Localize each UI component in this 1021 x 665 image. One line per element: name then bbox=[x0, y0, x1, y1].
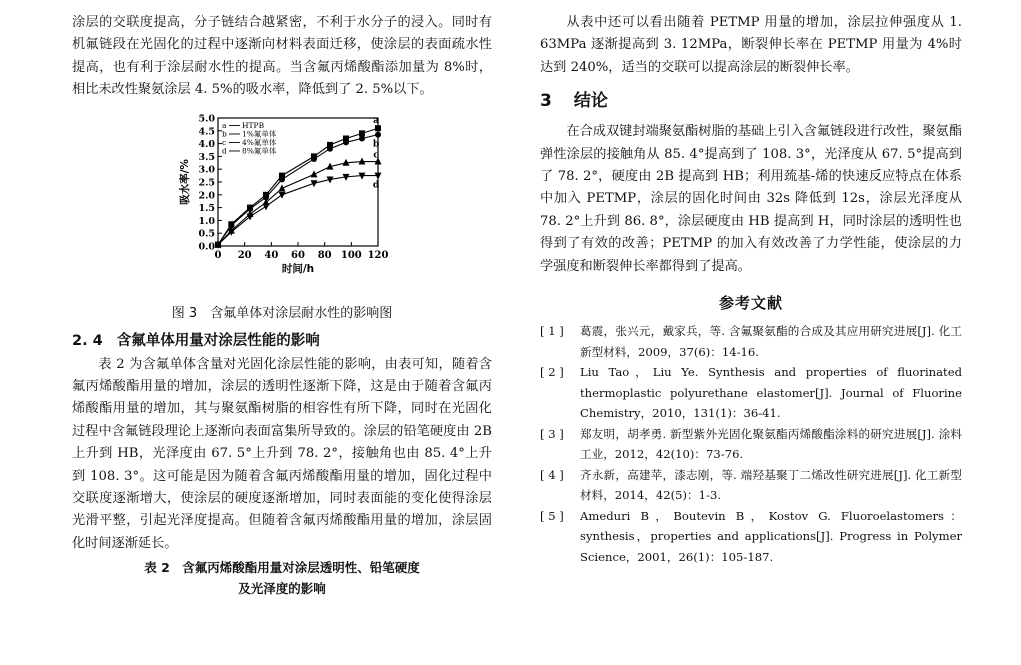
legend-tag: c bbox=[222, 137, 227, 147]
y-tick-label: 1.5 bbox=[198, 202, 215, 214]
series-end-tag: d bbox=[372, 180, 380, 191]
legend-label: HTPB bbox=[242, 120, 265, 130]
reference-item bbox=[540, 465, 962, 506]
table-caption-line1: 表 2 含氟丙烯酸酯用量对涂层透明性、铅笔硬度 bbox=[144, 560, 420, 576]
y-tick-label: 4.5 bbox=[198, 125, 215, 137]
reference-text: 郑友明，胡孝勇. 新型紫外光固化聚氨酯丙烯酸酯涂料的研究进展[J]. 涂料工业，2012，42(10)：73-76. bbox=[580, 426, 962, 462]
right-column bbox=[540, 12, 962, 567]
paragraph-petmp: 从表中还可以看出随着 PETMP 用量的增加，涂层拉伸强度从 1. 63MPa 逐渐提高到 3. 12MPa，断裂伸长率在 PETMP 用量为 4%时达到 240%，适当的交联可以提高涂层的断裂伸长率。 bbox=[540, 15, 962, 75]
section-title: 结论 bbox=[573, 91, 608, 112]
data-point bbox=[359, 135, 365, 141]
section-number: 2. 4 bbox=[72, 332, 103, 349]
reference-item bbox=[540, 506, 962, 568]
reference-text: Ameduri B，Boutevin B，Kostov G. Fluoroelastomers：synthesis，properties and applications[J]. Progress in Polymer Science，2001，26(1)：105-187. bbox=[580, 508, 962, 564]
x-axis-label: 时间/h bbox=[281, 262, 315, 275]
data-point bbox=[263, 203, 270, 210]
y-tick-label: 0.5 bbox=[198, 228, 215, 240]
table-caption-line2: 及光泽度的影响 bbox=[238, 581, 326, 597]
data-point bbox=[359, 130, 365, 136]
reference-item bbox=[540, 424, 962, 465]
reference-item bbox=[540, 321, 962, 362]
y-tick-label: 3.5 bbox=[198, 151, 215, 163]
paragraph-fluoro-dosage: 表 2 为含氟单体含量对光固化涂层性能的影响，由表可知，随着含氟丙烯酸酯用量的增加，涂层的透明性逐渐下降，这是由于随着含氟丙烯酸酯用量的增加，其与聚氨酯树脂的相容性有所下降，同时在光固化过程中含氟链段理论上逐渐向表面富集所导致的。涂层的铅笔硬度由 2B 上升到 HB，光泽度由 67. 5°上升到 78. 2°，接触角也由 85. 4°上升到 108. 3°。这可能是因为随着含氟丙烯酸酯用量的增加，固化过程中交联度逐渐增大，使涂层的硬度逐渐增加，同时表面能的变化使得涂层光滑平整，引起光泽度提高。但随着含氟丙烯酸酯用量的增加，涂层固化时间逐渐延长。 bbox=[72, 356, 492, 551]
x-tick-label: 120 bbox=[367, 249, 389, 261]
y-tick-label: 2.0 bbox=[198, 189, 215, 201]
data-point bbox=[375, 131, 381, 137]
y-tick-label: 4.0 bbox=[198, 138, 215, 150]
y-tick-label: 3.0 bbox=[198, 164, 215, 176]
legend-label: 4%氟单体 bbox=[242, 137, 277, 147]
data-point bbox=[311, 170, 318, 177]
data-point bbox=[279, 191, 286, 198]
paragraph-water-resistance: 涂层的交联度提高，分子链结合越紧密，不利于水分子的浸入。同时有机氟链段在光固化的过程中逐渐向材料表面迁移，使涂层的表面疏水性提高，也有利于涂层耐水性的提高。当含氟丙烯酸酯添加量为 8%时，相比未改性聚氨涂层 4. 5%的吸水率，降低到了 2. 5%以下。 bbox=[72, 15, 492, 98]
x-tick-label: 0 bbox=[214, 249, 222, 261]
legend-tag: d bbox=[222, 146, 227, 156]
reference-index: [ 3 ] bbox=[540, 426, 564, 441]
y-tick-label: 0.0 bbox=[198, 241, 215, 253]
legend-label: 8%氟单体 bbox=[242, 146, 277, 156]
section-heading-3 bbox=[540, 89, 962, 113]
y-axis-label: 吸水率/% bbox=[179, 158, 191, 205]
reference-text: 齐永新，高建苹，漆志刚，等. 端羟基聚丁二烯改性研究进展[J]. 化工新型材料，2014，42(5)：1-3. bbox=[580, 467, 962, 503]
x-tick-label: 60 bbox=[291, 249, 305, 261]
reference-text: Liu Tao，Liu Ye. Synthesis and properties of fluorinated thermoplastic polyurethane elastomer[J]. Journal of Fluorine Chemistry，2010，131(1)：36-41. bbox=[580, 365, 962, 421]
series-end-tag: c bbox=[373, 150, 379, 161]
reference-text: 葛震，张兴元，戴家兵，等. 含氟聚氨酯的合成及其应用研究进展[J]. 化工新型材料，2009，37(6)：14-16. bbox=[580, 324, 962, 359]
references-title: 参考文献 bbox=[718, 294, 783, 313]
y-tick-label: 1.0 bbox=[198, 215, 215, 227]
reference-index: [ 5 ] bbox=[540, 508, 564, 523]
y-tick-label: 2.5 bbox=[198, 177, 215, 189]
data-point bbox=[279, 176, 285, 182]
series-end-tag: a bbox=[373, 115, 379, 126]
x-tick-label: 80 bbox=[317, 249, 332, 261]
left-column bbox=[72, 12, 492, 599]
reference-index: [ 1 ] bbox=[540, 324, 564, 339]
data-point bbox=[247, 213, 254, 220]
series-end-tag: b bbox=[372, 139, 380, 150]
series-line bbox=[218, 175, 378, 244]
series-line bbox=[218, 161, 378, 244]
y-tick-label: 5.0 bbox=[198, 113, 215, 125]
reference-index: [ 2 ] bbox=[540, 365, 564, 380]
data-point bbox=[327, 145, 333, 151]
legend-tag: a bbox=[222, 120, 227, 130]
section-title: 含氟单体用量对涂层性能的影响 bbox=[116, 332, 320, 349]
water-absorption-chart bbox=[162, 110, 402, 300]
x-tick-label: 20 bbox=[237, 249, 252, 261]
x-tick-label: 40 bbox=[264, 249, 279, 261]
figure-caption: 图 3 含氟单体对涂层耐水性的影响图 bbox=[171, 305, 393, 321]
section-heading-2-4 bbox=[72, 330, 492, 352]
section-number: 3 bbox=[540, 91, 552, 112]
x-tick-label: 100 bbox=[340, 249, 362, 261]
paragraph-conclusion: 在合成双键封端聚氨酯树脂的基础上引入含氟链段进行改性，聚氨酯弹性涂层的接触角从 85. 4°提高到了 108. 3°，光泽度从 67. 5°提高到了 78. 2°，硬度由 2B 提高到 HB；利用巯基-烯的快速反应特点在体系中加入 PETMP，涂层的固化时间由 32s 降低到 12s，涂层光泽度从 78. 2°上升到 86. 8°，涂层硬度由 HB 提高到 H，同时涂层的透明性也得到了有效的改善；PETMP 的加入有效改善了力学性能，使涂层的力学强度和断裂伸长率都得到了提高。 bbox=[540, 124, 963, 274]
legend-tag: b bbox=[222, 129, 227, 139]
reference-item bbox=[540, 362, 962, 424]
legend-label: 1%氟单体 bbox=[242, 129, 277, 139]
data-point bbox=[343, 139, 349, 145]
reference-index: [ 4 ] bbox=[540, 467, 564, 482]
figure-3 bbox=[72, 110, 492, 300]
data-point bbox=[311, 156, 317, 162]
